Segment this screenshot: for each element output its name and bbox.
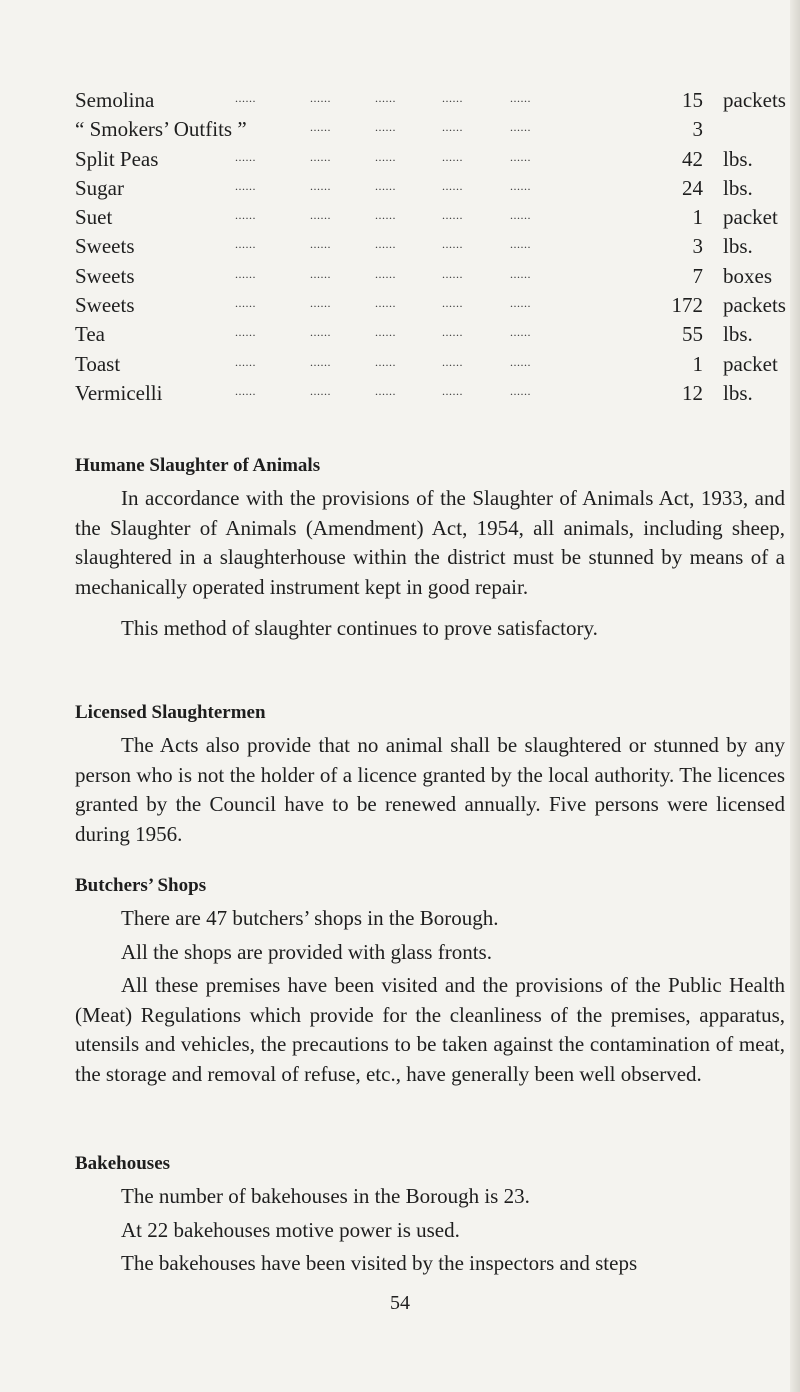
- leader-dot-group: ......: [375, 325, 396, 340]
- leader-dot-group: ......: [235, 354, 256, 369]
- butchers-paragraph-2: All the shops are provided with glass fronts.: [121, 939, 492, 964]
- list-item: [75, 262, 772, 291]
- leader-dot-group: ......: [510, 383, 531, 398]
- leader-dot-group: ......: [310, 266, 331, 281]
- leader-dot-group: ......: [310, 237, 331, 252]
- leader-dots: [75, 113, 635, 142]
- leader-dot-group: ......: [310, 91, 331, 105]
- leader-dots: [75, 84, 635, 113]
- bakehouses-paragraph-3: The bakehouses have been visited by the inspectors and steps: [121, 1251, 638, 1275]
- butchers-paragraph-3: All these premises have been visited and the provisions of the Public Health (Meat) Regulations which provide for the cleanliness of the premises, apparatus, utensils and vehicles, the precautions to be taken against the contamination of meat, the storage and removal of refuse, etc., have generally been well observed.: [75, 973, 785, 1086]
- leader-dot-group: ......: [510, 266, 531, 281]
- leader-dot-group: ......: [235, 149, 256, 164]
- section-humane-slaughter: [75, 452, 785, 644]
- section-bakehouses: [75, 1150, 785, 1279]
- leader-dot-group: ......: [375, 383, 396, 398]
- leader-dot-group: ......: [235, 178, 256, 193]
- humane-paragraph-1: In accordance with the provisions of the Slaughter of Animals Act, 1933, and the Slaughter of Animals (Amendment) Act, 1954, all animals, including sheep, slaughtered in a slaughterhouse within the district must be stunned by means of a mechanically operated instrument kept in good repair.: [75, 486, 785, 599]
- item-quantity: 55: [682, 322, 703, 347]
- leader-dot-group: ......: [510, 208, 531, 223]
- leader-dot-group: ......: [510, 178, 531, 193]
- leader-dot-group: ......: [442, 266, 463, 281]
- leader-dot-group: ......: [510, 296, 531, 311]
- list-item: [75, 320, 753, 349]
- item-name: Sugar: [75, 175, 124, 200]
- item-quantity: 1: [692, 351, 703, 376]
- leader-dot-group: ......: [442, 383, 463, 398]
- leader-dot-group: ......: [442, 354, 463, 369]
- page-number: 54: [390, 1292, 410, 1314]
- item-quantity: 42: [682, 146, 703, 171]
- leader-dots: [75, 348, 635, 377]
- item-name: Toast: [75, 351, 121, 376]
- item-unit: packets: [723, 88, 786, 112]
- item-quantity: 12: [682, 380, 703, 405]
- item-quantity: 172: [671, 293, 703, 318]
- leader-dots: [75, 143, 635, 172]
- leader-dot-group: ......: [235, 208, 256, 223]
- butchers-paragraph-1: There are 47 butchers’ shops in the Borough.: [121, 906, 499, 930]
- leader-dot-group: ......: [310, 149, 331, 164]
- leader-dot-group: ......: [375, 178, 396, 193]
- item-quantity: 24: [682, 175, 703, 200]
- item-quantity: 3: [692, 234, 703, 259]
- leader-dot-group: ......: [442, 296, 463, 311]
- leader-dot-group: ......: [442, 325, 463, 340]
- list-item: [75, 174, 753, 203]
- item-unit: lbs.: [723, 175, 753, 200]
- leader-dots: [75, 230, 635, 259]
- section-licensed-slaughtermen: [75, 699, 785, 849]
- item-name: Sweets: [75, 293, 135, 318]
- list-item: [75, 115, 735, 144]
- list-item: [75, 232, 753, 261]
- item-name: Suet: [75, 205, 113, 230]
- heading-butchers-shops: Butchers’ Shops: [75, 875, 207, 896]
- item-name: Vermicelli: [75, 380, 163, 405]
- bakehouses-paragraph-1: The number of bakehouses in the Borough is 23.: [121, 1184, 530, 1208]
- section-butchers-shops: [75, 872, 785, 1089]
- heading-humane-slaughter: Humane Slaughter of Animals: [75, 455, 321, 476]
- leader-dot-group: ......: [310, 296, 331, 311]
- item-quantity: 15: [682, 88, 703, 112]
- item-unit: lbs.: [723, 234, 753, 259]
- leader-dot-group: ......: [442, 120, 463, 135]
- leader-dots: [75, 318, 635, 347]
- list-item: [75, 203, 778, 232]
- item-unit: packets: [723, 293, 786, 318]
- leader-dot-group: ......: [235, 266, 256, 281]
- leader-dot-group: ......: [375, 149, 396, 164]
- leader-dot-group: ......: [235, 91, 256, 105]
- item-unit: packet: [723, 351, 778, 376]
- leader-dot-group: ......: [442, 237, 463, 252]
- leader-dot-group: ......: [442, 149, 463, 164]
- leader-dot-group: ......: [442, 208, 463, 223]
- leader-dot-group: ......: [375, 237, 396, 252]
- leader-dot-group: ......: [510, 91, 531, 105]
- leader-dot-group: ......: [375, 120, 396, 135]
- leader-dot-group: ......: [442, 91, 463, 105]
- list-item: [75, 86, 786, 115]
- leader-dot-group: ......: [375, 91, 396, 105]
- leader-dot-group: ......: [510, 325, 531, 340]
- leader-dot-group: ......: [310, 383, 331, 398]
- leader-dot-group: ......: [375, 354, 396, 369]
- item-unit: packet: [723, 205, 778, 230]
- item-name: Tea: [75, 322, 106, 347]
- licensed-paragraph-1: The Acts also provide that no animal shall be slaughtered or stunned by any person who is not the holder of a licence granted by the local authority. The licences granted by the Council have to be renewed annually. Five persons were licensed during 1956.: [75, 733, 785, 846]
- leader-dot-group: ......: [375, 266, 396, 281]
- leader-dots: [75, 201, 635, 230]
- leader-dot-group: ......: [310, 208, 331, 223]
- list-item: [75, 145, 753, 174]
- item-unit: lbs.: [723, 380, 753, 405]
- item-name: Sweets: [75, 234, 135, 259]
- leader-dot-group: ......: [310, 354, 331, 369]
- item-unit: lbs.: [723, 322, 753, 347]
- leader-dot-group: ......: [235, 383, 256, 398]
- leader-dot-group: ......: [375, 296, 396, 311]
- leader-dot-group: ......: [510, 237, 531, 252]
- heading-licensed-slaughtermen: Licensed Slaughtermen: [75, 702, 266, 723]
- item-name: Split Peas: [75, 146, 159, 171]
- leader-dot-group: ......: [442, 178, 463, 193]
- page-edge: [790, 0, 800, 1392]
- leader-dot-group: ......: [510, 120, 531, 135]
- leader-dot-group: ......: [310, 120, 331, 135]
- leader-dot-group: ......: [510, 149, 531, 164]
- heading-bakehouses: Bakehouses: [75, 1153, 171, 1174]
- leader-dot-group: ......: [235, 237, 256, 252]
- item-unit: lbs.: [723, 146, 753, 171]
- leader-dots: [75, 289, 635, 318]
- leader-dot-group: ......: [310, 178, 331, 193]
- leader-dot-group: ......: [310, 325, 331, 340]
- leader-dot-group: ......: [510, 354, 531, 369]
- item-quantity: 3: [692, 117, 703, 142]
- leader-dot-group: ......: [235, 296, 256, 311]
- leader-dots: [75, 172, 635, 201]
- leader-dot-group: ......: [235, 325, 256, 340]
- list-item: [75, 350, 778, 379]
- item-name: Sweets: [75, 263, 135, 288]
- bakehouses-paragraph-2: At 22 bakehouses motive power is used.: [121, 1217, 460, 1242]
- leader-dots: [75, 377, 635, 406]
- item-unit: boxes: [723, 263, 772, 288]
- item-quantity: 7: [692, 263, 703, 288]
- humane-paragraph-2: This method of slaughter continues to prove satisfactory.: [121, 616, 598, 640]
- item-quantity: 1: [692, 205, 703, 230]
- item-name: “ Smokers’ Outfits ”: [75, 117, 247, 142]
- list-item: [75, 291, 786, 320]
- item-name: Semolina: [75, 88, 155, 112]
- leader-dots: [75, 260, 635, 289]
- leader-dot-group: ......: [375, 208, 396, 223]
- list-item: [75, 379, 753, 408]
- supplies-list: [75, 86, 786, 408]
